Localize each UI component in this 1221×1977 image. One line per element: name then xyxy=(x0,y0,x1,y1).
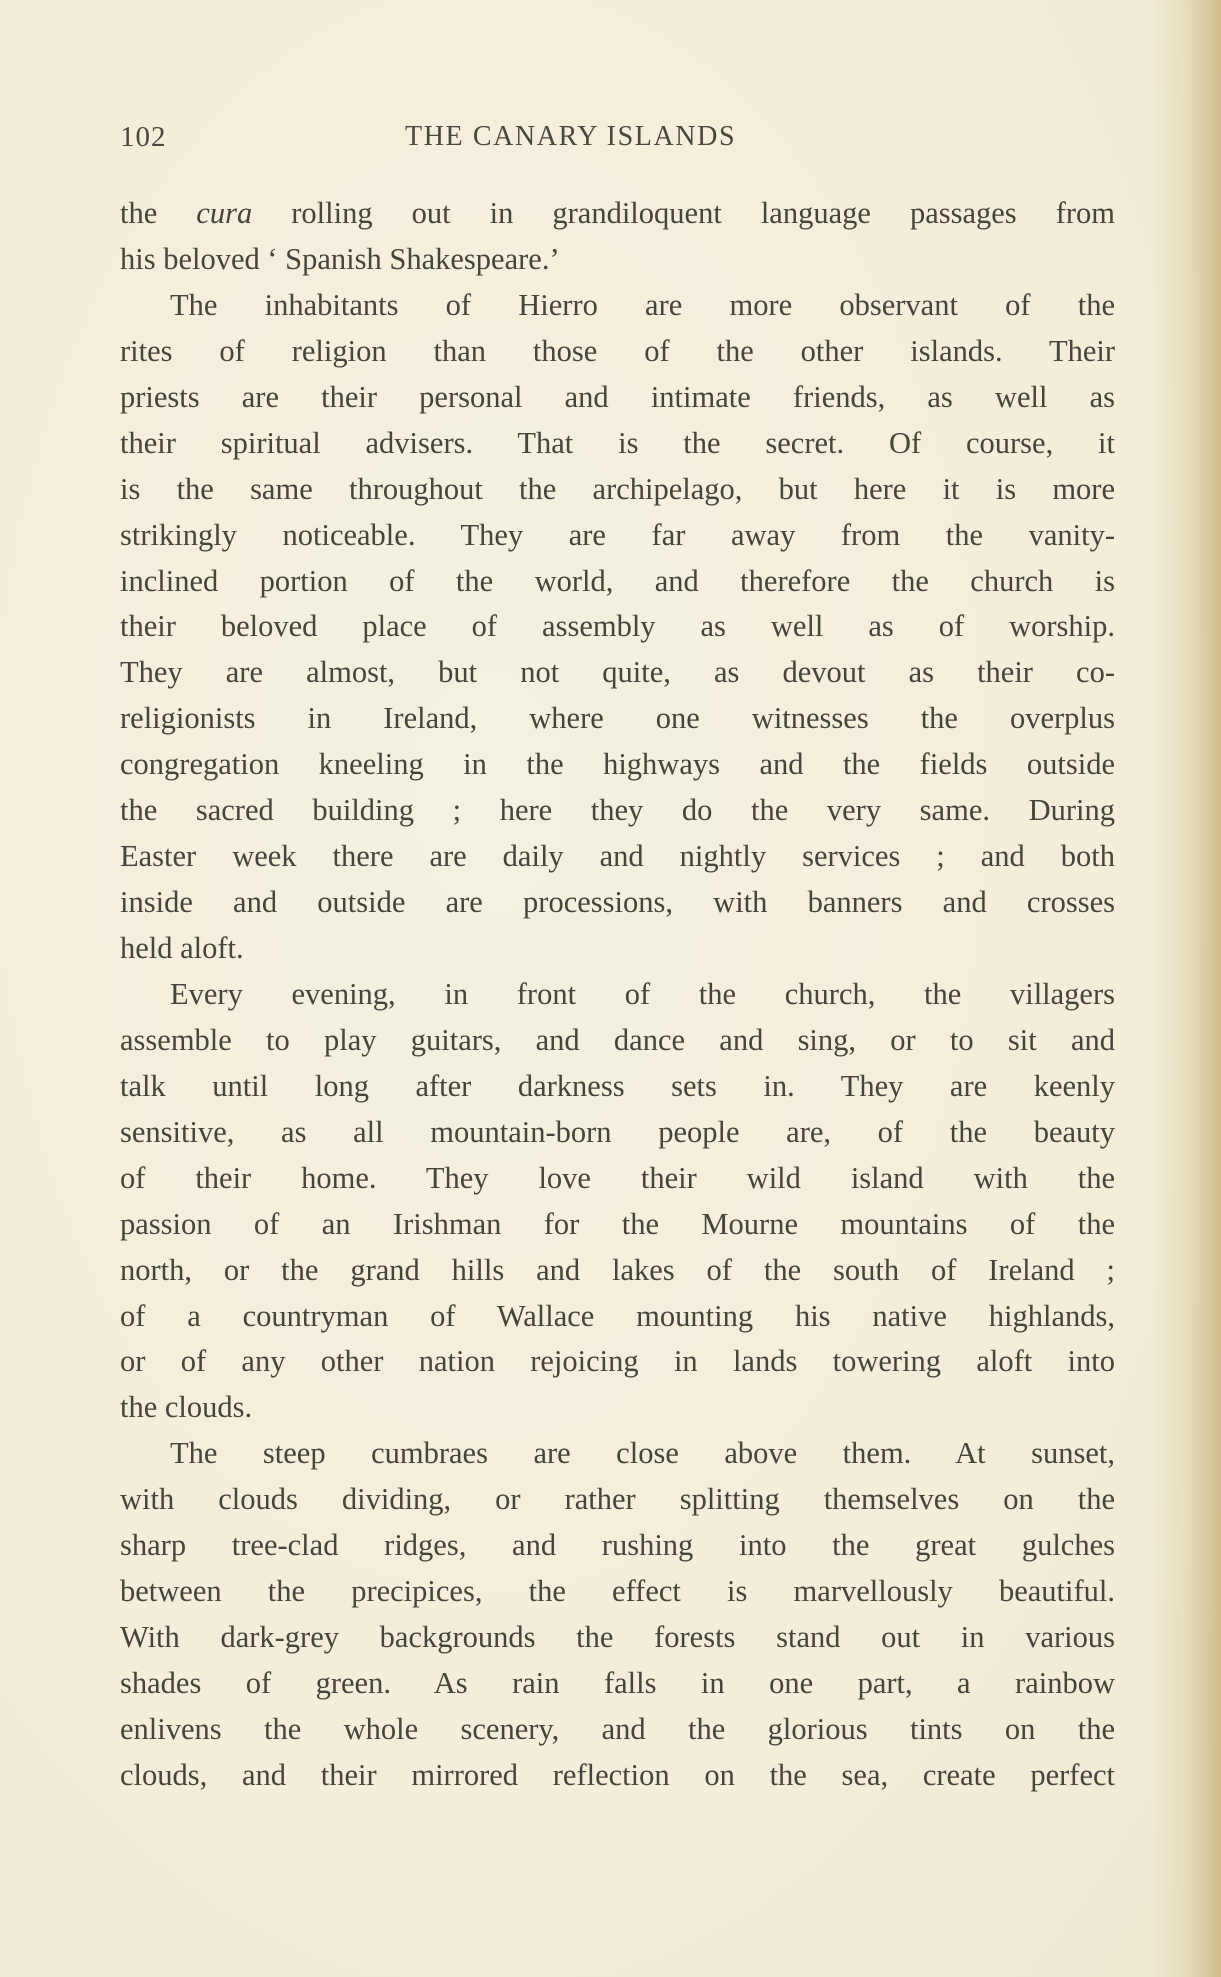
text-line-22: of their home. They love their wild island with the xyxy=(120,1160,1115,1195)
text-line-34: enlivens the whole scenery, and the glorious tints on the xyxy=(120,1711,1115,1746)
text-line-23: passion of an Irishman for the Mourne mountains of the xyxy=(120,1206,1115,1241)
text-line-26: or of any other nation rejoicing in lands towering aloft into xyxy=(120,1344,1115,1379)
text-line-11: They are almost, but not quite, as devout as their co- xyxy=(120,655,1115,690)
text-line-33: shades of green. As rain falls in one part, a rainbow xyxy=(120,1666,1115,1700)
text-line-4: rites of religion than those of the other islands. Their xyxy=(120,333,1115,368)
text-line-35: clouds, and their mirrored reflection on the sea, create perfect xyxy=(120,1757,1115,1792)
page-number: 102 xyxy=(120,121,167,153)
text-line-18-paragraph-start: Every evening, in front of the church, the villagers xyxy=(170,976,1115,1011)
text-line-13: congregation kneeling in the highways and the fields outside xyxy=(120,747,1115,782)
text-line-6: their spiritual advisers. That is the secret. Of course, it xyxy=(120,425,1115,460)
text-segment: the xyxy=(120,196,197,230)
text-line-29: with clouds dividing, or rather splitting themselves on the xyxy=(120,1482,1115,1517)
text-line-7: is the same throughout the archipelago, but here it is more xyxy=(120,471,1115,506)
text-line-30: sharp tree-clad ridges, and rushing into the great gulches xyxy=(120,1528,1115,1563)
text-line-31: between the precipices, the effect is marvellously beautiful. xyxy=(120,1574,1115,1609)
text-line-16: inside and outside are processions, with banners and crosses xyxy=(120,885,1115,920)
text-line-27: the clouds. xyxy=(120,1390,253,1425)
text-line-1 xyxy=(120,191,1115,237)
body-text xyxy=(120,191,1115,1799)
text-line-24: north, or the grand hills and lakes of the south of Ireland ; xyxy=(120,1252,1115,1287)
text-line-10: their beloved place of assembly as well as of worship. xyxy=(120,609,1115,644)
text-line-20: talk until long after darkness sets in. They are keenly xyxy=(120,1068,1115,1103)
text-line-9: inclined portion of the world, and therefore the church is xyxy=(120,563,1115,598)
text-line-21: sensitive, as all mountain-born people are, of the beauty xyxy=(120,1114,1115,1149)
text-line-17: held aloft. xyxy=(120,931,244,965)
text-line-5: priests are their personal and intimate friends, as well as xyxy=(120,379,1115,414)
text-line-15: Easter week there are daily and nightly services ; and both xyxy=(120,839,1115,874)
text-line-32: With dark-grey backgrounds the forests stand out in various xyxy=(120,1620,1115,1655)
text-line-25: of a countryman of Wallace mounting his native highlands, xyxy=(120,1298,1115,1333)
italic-word-cura: cura xyxy=(196,196,253,230)
text-line-14: the sacred building ; here they do the very same. During xyxy=(120,793,1115,828)
text-line-2: his beloved ‘ Spanish Shakespeare.’ xyxy=(120,241,560,276)
text-line-3-paragraph-start: The inhabitants of Hierro are more observant of the xyxy=(170,287,1115,322)
text-line-19: assemble to play guitars, and dance and sing, or to sit and xyxy=(120,1022,1115,1057)
text-line-8: strikingly noticeable. They are far away from the vanity- xyxy=(120,517,1115,552)
running-title: THE CANARY ISLANDS xyxy=(405,121,737,152)
text-segment: rolling out in grandiloquent language passages from xyxy=(252,196,1115,230)
running-head xyxy=(120,117,1115,157)
text-line-28-paragraph-start: The steep cumbraes are close above them. At sunset, xyxy=(170,1436,1115,1471)
text-line-12: religionists in Ireland, where one witnesses the overplus xyxy=(120,701,1115,736)
